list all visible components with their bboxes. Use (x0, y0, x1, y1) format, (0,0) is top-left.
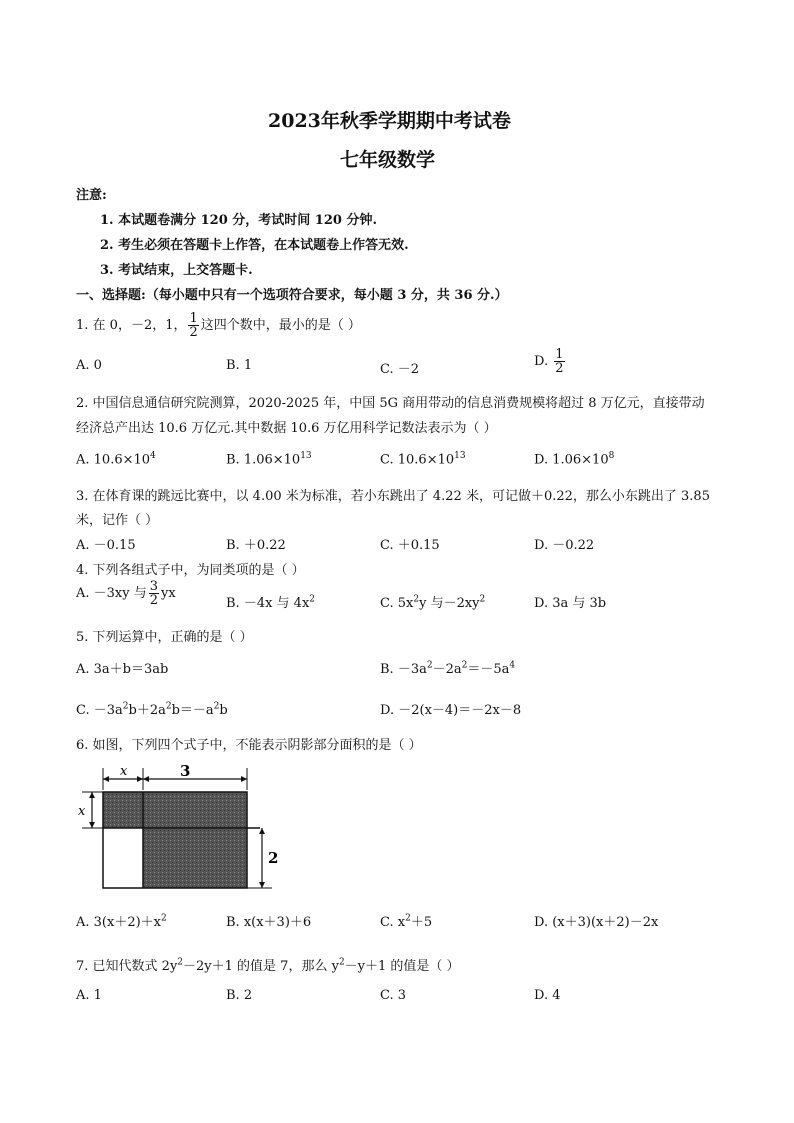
page-title: 2023年秋季学期期中考试卷 (268, 110, 511, 132)
q6-c-1: C. x (380, 915, 406, 930)
q1-d-num: 1 (555, 347, 564, 362)
q6-label-x-left: x (78, 804, 86, 819)
q7-option-a: A. 1 (76, 988, 102, 1003)
q1-option-a: A. 0 (76, 358, 102, 373)
q1-fraction (188, 312, 198, 339)
q7-exp-1: 2 (177, 957, 184, 968)
q5-b-2: －2a (432, 662, 462, 677)
page-subtitle: 七年级数学 (340, 149, 436, 171)
q1-stem-a: 1. 在 0，－2，1， (76, 318, 187, 333)
q3-option-c: C. ＋0.15 (380, 538, 440, 553)
q1-option-d (534, 348, 567, 375)
q5-option-a: A. 3a＋b＝3ab (76, 662, 169, 677)
notice-item-3: 3. 考试结束，上交答题卡. (100, 263, 253, 278)
question-7 (76, 955, 460, 974)
q3-option-a: A. －0.15 (76, 538, 136, 553)
q2-option-d (534, 451, 614, 467)
q5-c-e1: 2 (122, 701, 129, 712)
q6-a-exp: 2 (161, 913, 167, 924)
q3-line-2: 米，记作（ ） (76, 513, 159, 528)
q7-stem-b: －2y＋1 的值是 7，那么 y (183, 959, 339, 974)
q2-line-1: 2. 中国信息通信研究院测算，2020-2025 年，中国 5G 商用带动的信息消费规模将超过 8 万亿元，直接带动 (76, 396, 705, 411)
q6-c-exp: 2 (405, 913, 411, 924)
q6-stem: 6. 如图，下列四个式子中，不能表示阴影部分面积的是（ ） (76, 738, 422, 753)
q5-b-e3: 4 (509, 660, 516, 671)
q1-option-c: C. －2 (380, 362, 420, 377)
q1-d-den: 2 (555, 361, 564, 376)
q2-option-b (226, 451, 312, 467)
q4-a-den: 2 (149, 593, 159, 608)
q5-c-e3: 2 (213, 701, 220, 712)
q4-option-c (380, 592, 485, 611)
q7-option-b: B. 2 (226, 988, 253, 1003)
notice-item-2: 2. 考生必须在答题卡上作答，在本试题卷上作答无效. (100, 238, 409, 253)
q4-a-num: 3 (149, 579, 159, 594)
q7-option-c: C. 3 (380, 988, 407, 1003)
question-1 (76, 312, 361, 339)
q5-option-d: D. －2(x－4)＝－2x－8 (380, 703, 522, 718)
q1-option-d-fraction (554, 348, 564, 375)
q4-option-a (76, 580, 176, 607)
q5-option-b (380, 658, 515, 677)
q5-stem: 5. 下列运算中，正确的是（ ） (76, 630, 253, 645)
q6-c-2: ＋5 (410, 915, 433, 930)
q5-option-c (76, 699, 228, 718)
q5-b-3: ＝－5a (467, 662, 510, 677)
q1-frac-den: 2 (189, 325, 198, 340)
q1-option-b: B. 1 (226, 358, 253, 373)
q5-b-e2: 2 (461, 660, 468, 671)
q6-label-2: 2 (268, 849, 279, 867)
section-heading: 一、选择题:（每小题中只有一个选项符合要求，每小题 3 分，共 36 分.） (76, 288, 508, 303)
q6-option-c (380, 911, 432, 930)
q2-a-exp: 4 (150, 451, 156, 461)
q6-label-x-top: x (120, 764, 128, 779)
q3-line-1: 3. 在体育课的跳远比赛中，以 4.00 米为标准，若小东跳出了 4.22 米，可记做＋0.22，那么小东跳出了 3.85 (76, 489, 710, 504)
q5-b-1: B. －3a (380, 662, 427, 677)
q6-option-a (76, 911, 167, 930)
q2-b-exp: 13 (300, 451, 312, 461)
q4-a-part2: yx (161, 586, 176, 601)
q6-label-3: 3 (180, 762, 191, 780)
notice-heading: 注意: (76, 188, 107, 203)
q4-option-d: D. 3a 与 3b (534, 596, 607, 611)
q5-c-2: b＋2a (128, 703, 166, 718)
q1-frac-num: 1 (189, 311, 198, 326)
q2-d-text: D. 1.06×10 (534, 452, 609, 468)
q4-b-text: B. －4x 与 4x (226, 596, 310, 611)
q6-option-b: B. x(x＋3)＋6 (226, 915, 312, 930)
q2-option-a (76, 451, 156, 467)
q2-a-text: A. 10.6×10 (76, 452, 151, 468)
q5-c-4: b (219, 703, 228, 718)
q4-b-exp: 2 (309, 594, 316, 605)
q3-option-d: D. －0.22 (534, 538, 595, 553)
q6-a-text: A. 3(x＋2)＋x (76, 915, 162, 930)
q2-b-text: B. 1.06×10 (226, 452, 301, 468)
q6-shaded-bottom (143, 828, 247, 888)
q2-option-c (380, 451, 466, 467)
q7-stem-a: 7. 已知代数式 2y (76, 959, 178, 974)
q4-option-b (226, 592, 315, 611)
q3-option-b: B. ＋0.22 (226, 538, 286, 553)
q6-shaded-top (103, 792, 247, 828)
q5-c-e2: 2 (165, 701, 172, 712)
q2-line-2: 经济总产出达 10.6 万亿元.其中数据 10.6 万亿用科学记数法表示为（ ） (76, 421, 497, 436)
q4-a-fraction (149, 580, 159, 607)
q2-d-exp: 8 (608, 451, 615, 461)
q1-stem-b: 这四个数中，最小的是（ ） (200, 318, 361, 333)
q2-c-exp: 13 (454, 451, 466, 461)
q4-c-exp2: 2 (479, 594, 486, 605)
q6-figure (70, 760, 290, 895)
q5-c-1: C. －3a (76, 703, 123, 718)
q7-stem-c: －y＋1 的值是（ ） (344, 959, 460, 974)
q4-a-part1: A. －3xy 与 (76, 586, 147, 601)
q2-c-text: C. 10.6×10 (380, 452, 455, 468)
q7-exp-2: 2 (338, 957, 345, 968)
q5-c-3: b＝－a (171, 703, 214, 718)
q1-option-d-label: D. (534, 354, 549, 369)
q7-option-d: D. 4 (534, 988, 561, 1003)
q4-c-exp1: 2 (413, 594, 420, 605)
q4-c-part1: C. 5x (380, 596, 414, 611)
q4-stem: 4. 下列各组式子中，为同类项的是（ ） (76, 563, 305, 578)
q4-c-part2: y 与－2xy (419, 596, 480, 611)
notice-item-1: 1. 本试题卷满分 120 分，考试时间 120 分钟. (100, 213, 377, 228)
q5-b-e1: 2 (426, 660, 433, 671)
q6-option-d: D. (x＋3)(x＋2)－2x (534, 915, 659, 930)
